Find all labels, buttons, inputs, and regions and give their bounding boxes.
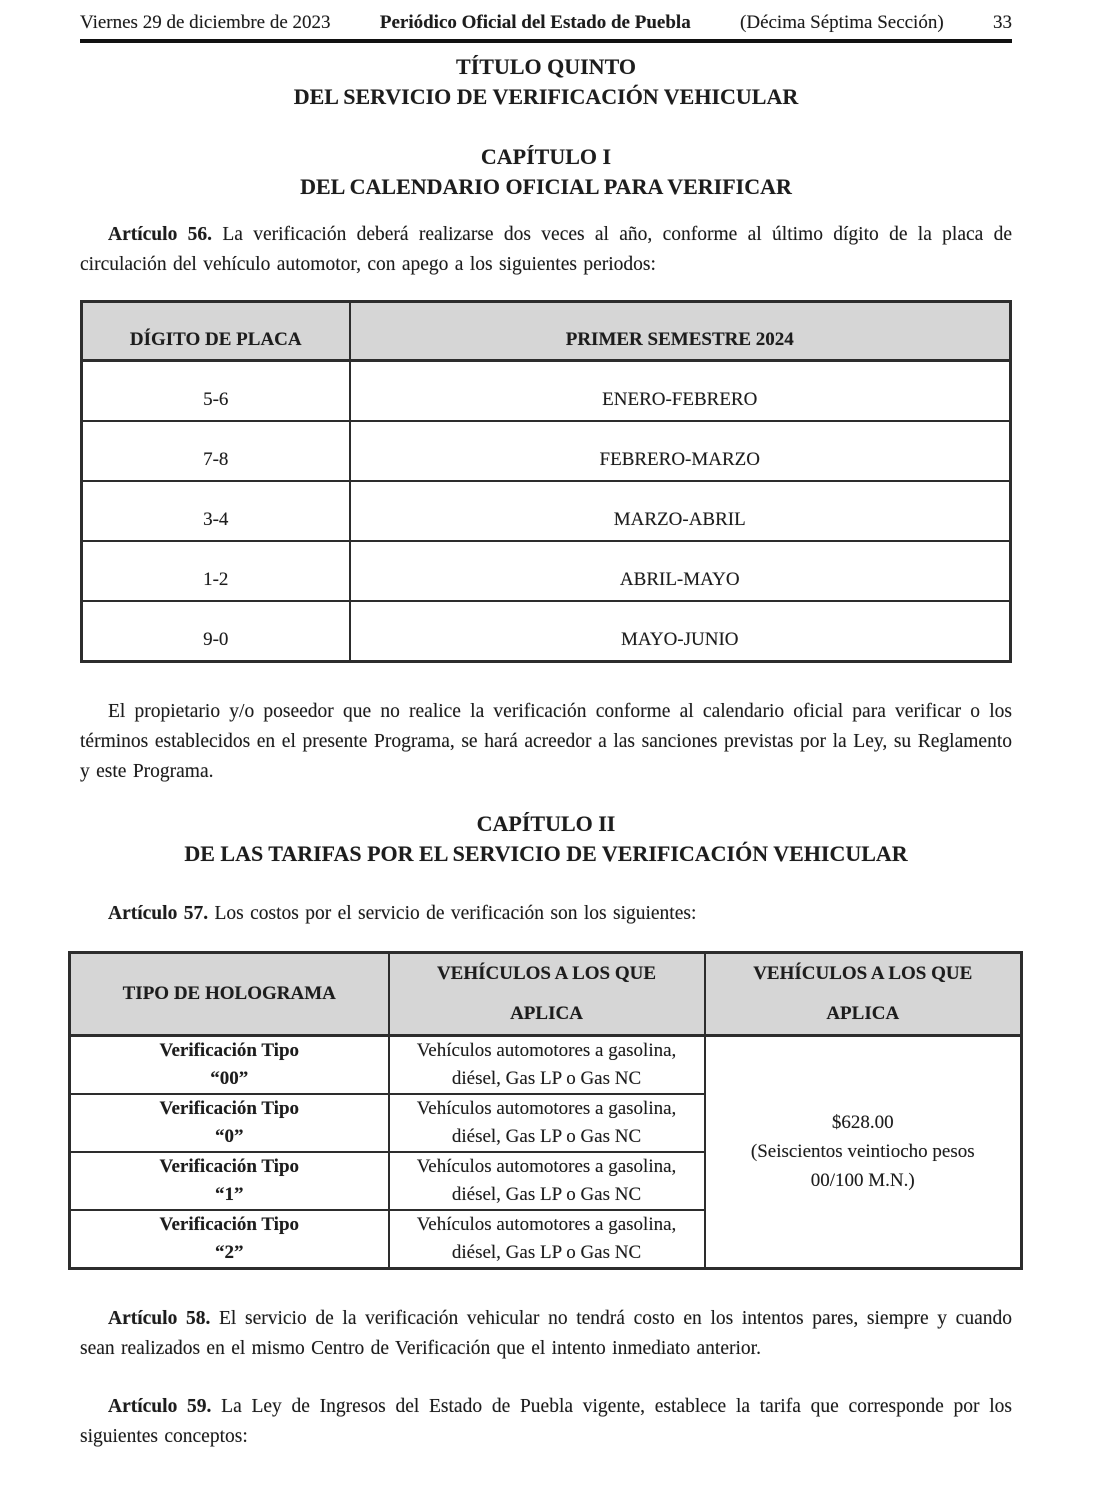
page-header [80, 12, 1012, 34]
vehicles-line2: diésel, Gas LP o Gas NC [451, 1183, 642, 1205]
calendar-header-row [82, 301, 1011, 360]
article-58-text: El servicio de la verificación vehicular no tendrá costo en los intentos pares, siempre y cuando sean realizados en el mismo Centro de Verificación que el intento inmediato anterior. [80, 1307, 1012, 1359]
vehicles-line2: diésel, Gas LP o Gas NC [451, 1067, 642, 1089]
chapter2-heading-line1: CAPÍTULO II [476, 810, 616, 836]
header-page-number: 33 [992, 12, 1012, 33]
chapter2-heading-line2: DE LAS TARIFAS POR EL SERVICIO DE VERIFICACIÓN VEHICULAR [184, 840, 908, 866]
calendar-cell-period: ABRIL-MAYO [350, 541, 1011, 601]
header-section: (Décima Séptima Sección) [740, 12, 944, 33]
header-date: Viernes 29 de diciembre de 2023 [80, 12, 331, 33]
tariff-cell-hologram [70, 1152, 389, 1210]
calendar-cell-period: ENERO-FEBRERO [350, 360, 1011, 421]
article-59-label: Artículo 59. [108, 1395, 212, 1417]
tariff-cell-vehicles [389, 1152, 705, 1210]
header-gazette-title: Periódico Oficial del Estado de Puebla [379, 12, 691, 33]
calendar-header-digit: DÍGITO DE PLACA [82, 301, 350, 360]
calendar-cell-period: MARZO-ABRIL [350, 481, 1011, 541]
hologram-line1: Verificación Tipo [159, 1097, 300, 1119]
article-57-paragraph [80, 899, 1012, 929]
chapter1-heading [80, 142, 1012, 202]
tariff-cell-vehicles [389, 1094, 705, 1152]
calendar-row [82, 541, 1011, 601]
tariff-table [68, 951, 1023, 1270]
cost-words-line1: (Seiscientos veintiocho pesos [750, 1141, 975, 1162]
calendar-row [82, 481, 1011, 541]
article-58-label: Artículo 58. [108, 1307, 211, 1329]
tariff-cell-hologram [70, 1035, 389, 1094]
tariff-header-cost: VEHÍCULOS A LOS QUE APLICA [705, 952, 1022, 1035]
hologram-line1: Verificación Tipo [159, 1039, 300, 1061]
tariff-header-hologram: TIPO DE HOLOGRAMA [70, 952, 389, 1035]
chapter1-heading-line1: CAPÍTULO I [480, 144, 612, 169]
calendar-cell-digit: 5-6 [82, 360, 350, 421]
hologram-line2: “0” [215, 1125, 244, 1147]
calendar-cell-digit: 7-8 [82, 421, 350, 481]
tariff-cell-hologram [70, 1094, 389, 1152]
article-58-paragraph [80, 1304, 1012, 1364]
tariff-cell-vehicles [389, 1210, 705, 1269]
article-56-label: Artículo 56. [108, 224, 213, 245]
vehicles-line1: Vehículos automotores a gasolina, [416, 1039, 677, 1061]
cost-amount: $628.00 [831, 1112, 894, 1133]
article-56-paragraph [80, 220, 1012, 280]
tariff-cell-vehicles [389, 1035, 705, 1094]
calendar-row [82, 601, 1011, 662]
tariff-header-row [70, 952, 1022, 1035]
header-rule [80, 39, 1012, 43]
calendar-cell-digit: 1-2 [82, 541, 350, 601]
tariff-cell-cost [705, 1035, 1022, 1268]
hologram-line2: “1” [215, 1183, 244, 1205]
calendar-cell-period: FEBRERO-MARZO [350, 421, 1011, 481]
calendar-row [82, 360, 1011, 421]
tariff-cell-hologram [70, 1210, 389, 1269]
hologram-line2: “2” [215, 1241, 244, 1263]
vehicles-line1: Vehículos automotores a gasolina, [416, 1213, 677, 1235]
cost-words-line2: 00/100 M.N.) [810, 1170, 915, 1191]
article-57-label: Artículo 57. [108, 902, 209, 924]
calendar-row [82, 421, 1011, 481]
calendar-cell-digit: 3-4 [82, 481, 350, 541]
tariff-header-vehicles: VEHÍCULOS A LOS QUE APLICA [389, 952, 705, 1035]
vehicles-line1: Vehículos automotores a gasolina, [416, 1097, 677, 1119]
chapter2-heading [80, 809, 1012, 869]
calendar-header-semester: PRIMER SEMESTRE 2024 [350, 301, 1011, 360]
title-heading-line2: DEL SERVICIO DE VERIFICACIÓN VEHICULAR [293, 84, 799, 109]
calendar-table [80, 300, 1012, 663]
calendar-cell-period: MAYO-JUNIO [350, 601, 1011, 662]
vehicles-line2: diésel, Gas LP o Gas NC [451, 1241, 642, 1263]
vehicles-line1: Vehículos automotores a gasolina, [416, 1155, 677, 1177]
title-heading [80, 52, 1012, 112]
title-heading-line1: TÍTULO QUINTO [456, 54, 636, 79]
calendar-cell-digit: 9-0 [82, 601, 350, 662]
article-56-text: La verificación deberá realizarse dos veces al año, conforme al último dígito de la placa de circulación del vehículo automotor, con apego a los siguientes periodos: [80, 224, 1013, 275]
chapter1-heading-line2: DEL CALENDARIO OFICIAL PARA VERIFICAR [300, 174, 792, 199]
article-57-text: Los costos por el servicio de verificación son los siguientes: [214, 902, 697, 924]
sanctions-paragraph: El propietario y/o poseedor que no realice la verificación conforme al calendario oficial para verificar o los términos establecidos en el presente Programa, se hará acreedor a las sanciones previstas por la Ley, su Reglamento y este Programa. [80, 700, 1012, 782]
article-59-text: La Ley de Ingresos del Estado de Puebla vigente, establece la tarifa que corresponde por los siguientes conceptos: [80, 1395, 1012, 1447]
hologram-line1: Verificación Tipo [159, 1213, 300, 1235]
hologram-line1: Verificación Tipo [159, 1155, 300, 1177]
tariff-row [70, 1035, 1022, 1094]
vehicles-line2: diésel, Gas LP o Gas NC [451, 1125, 642, 1147]
hologram-line2: “00” [210, 1067, 249, 1089]
